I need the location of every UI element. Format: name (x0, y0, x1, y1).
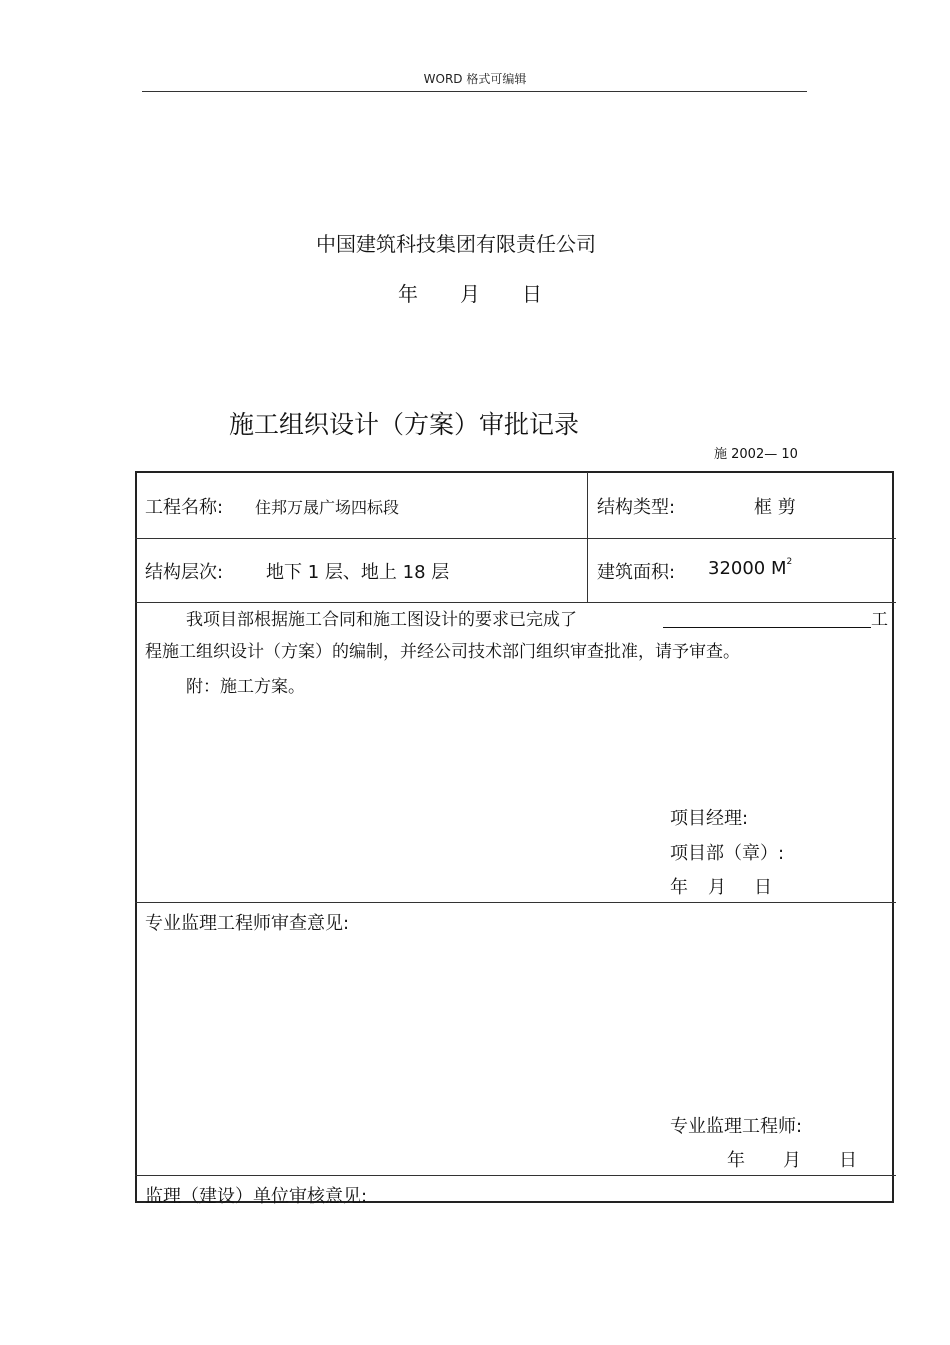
table-row-divider (135, 1175, 896, 1176)
table-row-divider (135, 538, 896, 539)
engineer-opinion-label: 专业监理工程师审查意见: (145, 913, 350, 934)
submission-day: 日 (754, 877, 772, 898)
approval-table (135, 471, 894, 1203)
floors-value: 地下 1 层、地上 18 层 (266, 562, 450, 583)
engineer-year: 年 (727, 1150, 745, 1171)
table-column-divider (587, 472, 588, 603)
area-value-group (708, 558, 792, 579)
date-year: 年 (398, 282, 418, 306)
document-title: 施工组织设计（方案）审批记录 (229, 410, 580, 439)
submission-date (670, 873, 772, 899)
date-day: 日 (522, 282, 542, 306)
attachment-line: 附：施工方案。 (186, 677, 305, 697)
submission-year: 年 (670, 877, 688, 898)
date-line (398, 278, 542, 307)
project-manager-label: 项目经理: (670, 808, 749, 829)
form-code: 施 2002— 10 (714, 447, 798, 462)
area-unit-superscript: 2 (786, 557, 793, 567)
structure-type-label: 结构类型: (597, 497, 676, 518)
project-dept-seal-label: 项目部（章）: (670, 843, 785, 864)
engineer-date (727, 1146, 857, 1172)
table-row-divider (135, 902, 896, 903)
project-name-value: 住邦万晟广场四标段 (255, 498, 400, 517)
floors-label: 结构层次: (145, 562, 224, 583)
structure-type-value: 框 剪 (754, 497, 796, 518)
unit-opinion-label: 监理（建设）单位审核意见: (145, 1186, 368, 1207)
submission-month: 月 (708, 877, 726, 898)
page-header-text: WORD 格式可编辑 (423, 72, 527, 86)
date-month: 月 (460, 282, 480, 306)
project-name-label: 工程名称: (145, 497, 224, 518)
body-line-2: 程施工组织设计（方案）的编制，并经公司技术部门组织审查批准，请予审查。 (145, 642, 740, 662)
project-name-blank (663, 627, 871, 628)
body-line-1: 我项目部根据施工合同和施工图设计的要求已完成了 (186, 610, 577, 630)
header-rule (142, 91, 807, 92)
company-name: 中国建筑科技集团有限责任公司 (316, 232, 596, 256)
table-row-divider (135, 602, 896, 603)
engineer-month: 月 (783, 1150, 801, 1171)
area-label: 建筑面积: (597, 562, 676, 583)
engineer-day: 日 (839, 1150, 857, 1171)
area-value: 32000 M (708, 558, 787, 579)
supervising-engineer-label: 专业监理工程师: (670, 1116, 803, 1137)
body-line-1-end: 工 (871, 610, 888, 630)
